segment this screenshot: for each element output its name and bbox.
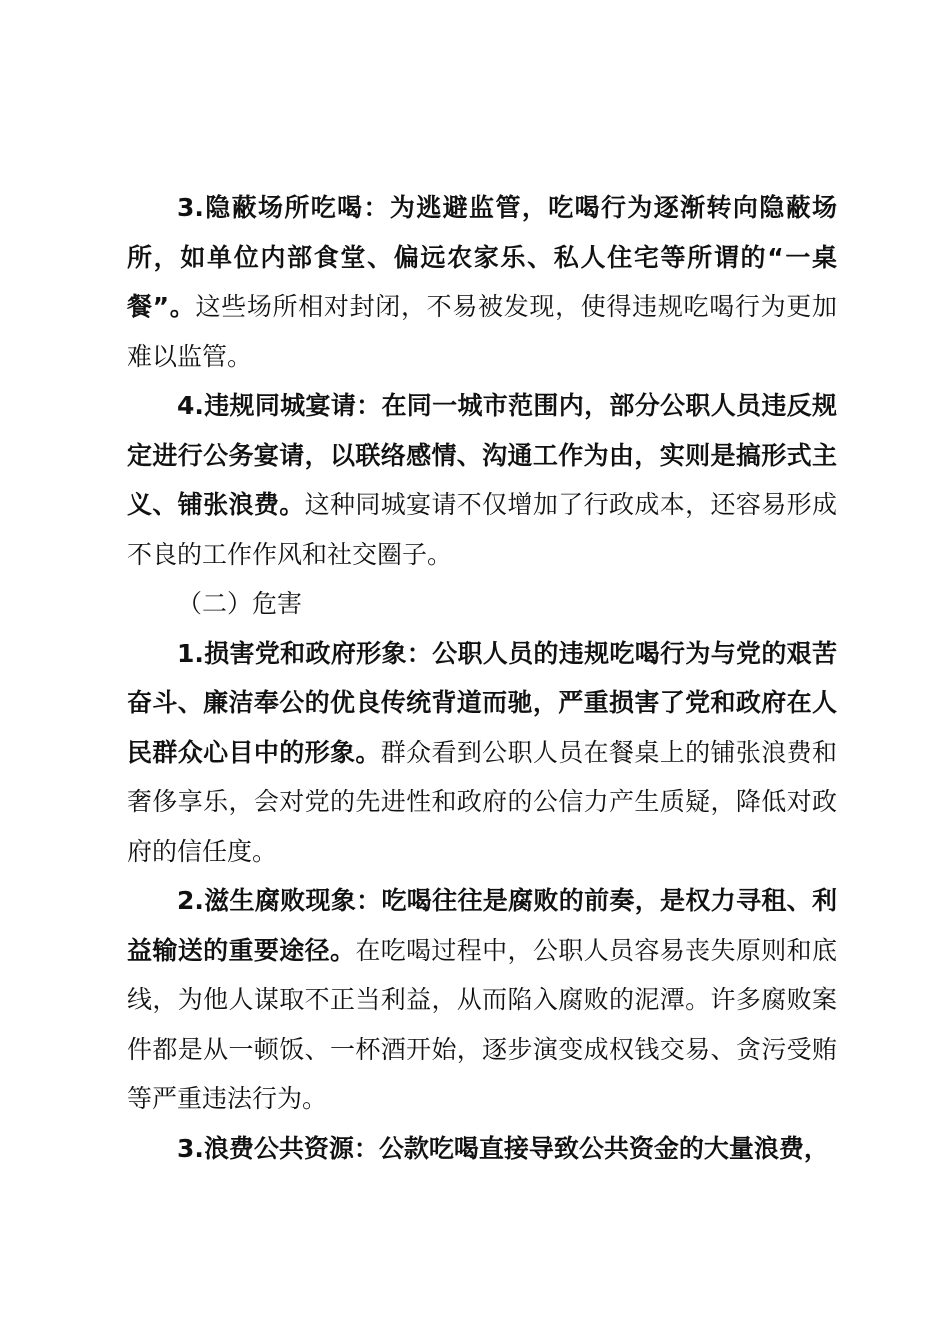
paragraph-text: 这种同城宴请不仅增加了行政成本，还容易形成不良的工作作风和社交圈子。	[127, 490, 837, 569]
paragraph-text: 这些场所相对封闭，不易被发现，使得违规吃喝行为更加难以监管。	[127, 292, 837, 371]
paragraph-lead: 2.滋生腐败现象：吃喝往往是腐败的前奏，是权力寻租、利益输送的重要途径。	[127, 886, 837, 965]
paragraph-hidden-venues	[127, 183, 837, 381]
paragraph-lead: 3.浪费公共资源：公款吃喝直接导致公共资金的大量浪费，	[177, 1133, 829, 1163]
paragraph-lead: 4.违规同城宴请：在同一城市范围内，部分公职人员违反规定进行公务宴请，以联络感情、沟通工作为由，实则是搞形式主义、铺张浪费。	[127, 391, 837, 519]
paragraph-text: 在吃喝过程中，公职人员容易丧失原则和底线，为他人谋取不正当利益，从而陷入腐败的泥潭。许多腐败案件都是从一顿饭、一杯酒开始，逐步演变成权钱交易、贪污受贿等严重违法行为。	[127, 935, 837, 1113]
paragraph-lead: 3.隐蔽场所吃喝：为逃避监管，吃喝行为逐渐转向隐蔽场所，如单位内部食堂、偏远农家乐、私人住宅等所谓的“一桌餐”。	[127, 193, 837, 321]
section-heading-harms: （二）危害	[177, 589, 303, 618]
paragraph-lead: 1.损害党和政府形象：公职人员的违规吃喝行为与党的艰苦奋斗、廉洁奉公的优良传统背道而驰，严重损害了党和政府在人民群众心目中的形象。	[127, 638, 837, 767]
paragraph-text: 群众看到公职人员在餐桌上的铺张浪费和奢侈享乐，会对党的先进性和政府的公信力产生质疑，降低对政府的信任度。	[127, 737, 837, 866]
paragraph-waste-resources	[127, 1124, 837, 1174]
document-body	[127, 183, 837, 1173]
paragraph-damage-image	[127, 629, 837, 877]
paragraph-corruption	[127, 876, 837, 1124]
paragraph-same-city-banquet	[127, 381, 837, 579]
